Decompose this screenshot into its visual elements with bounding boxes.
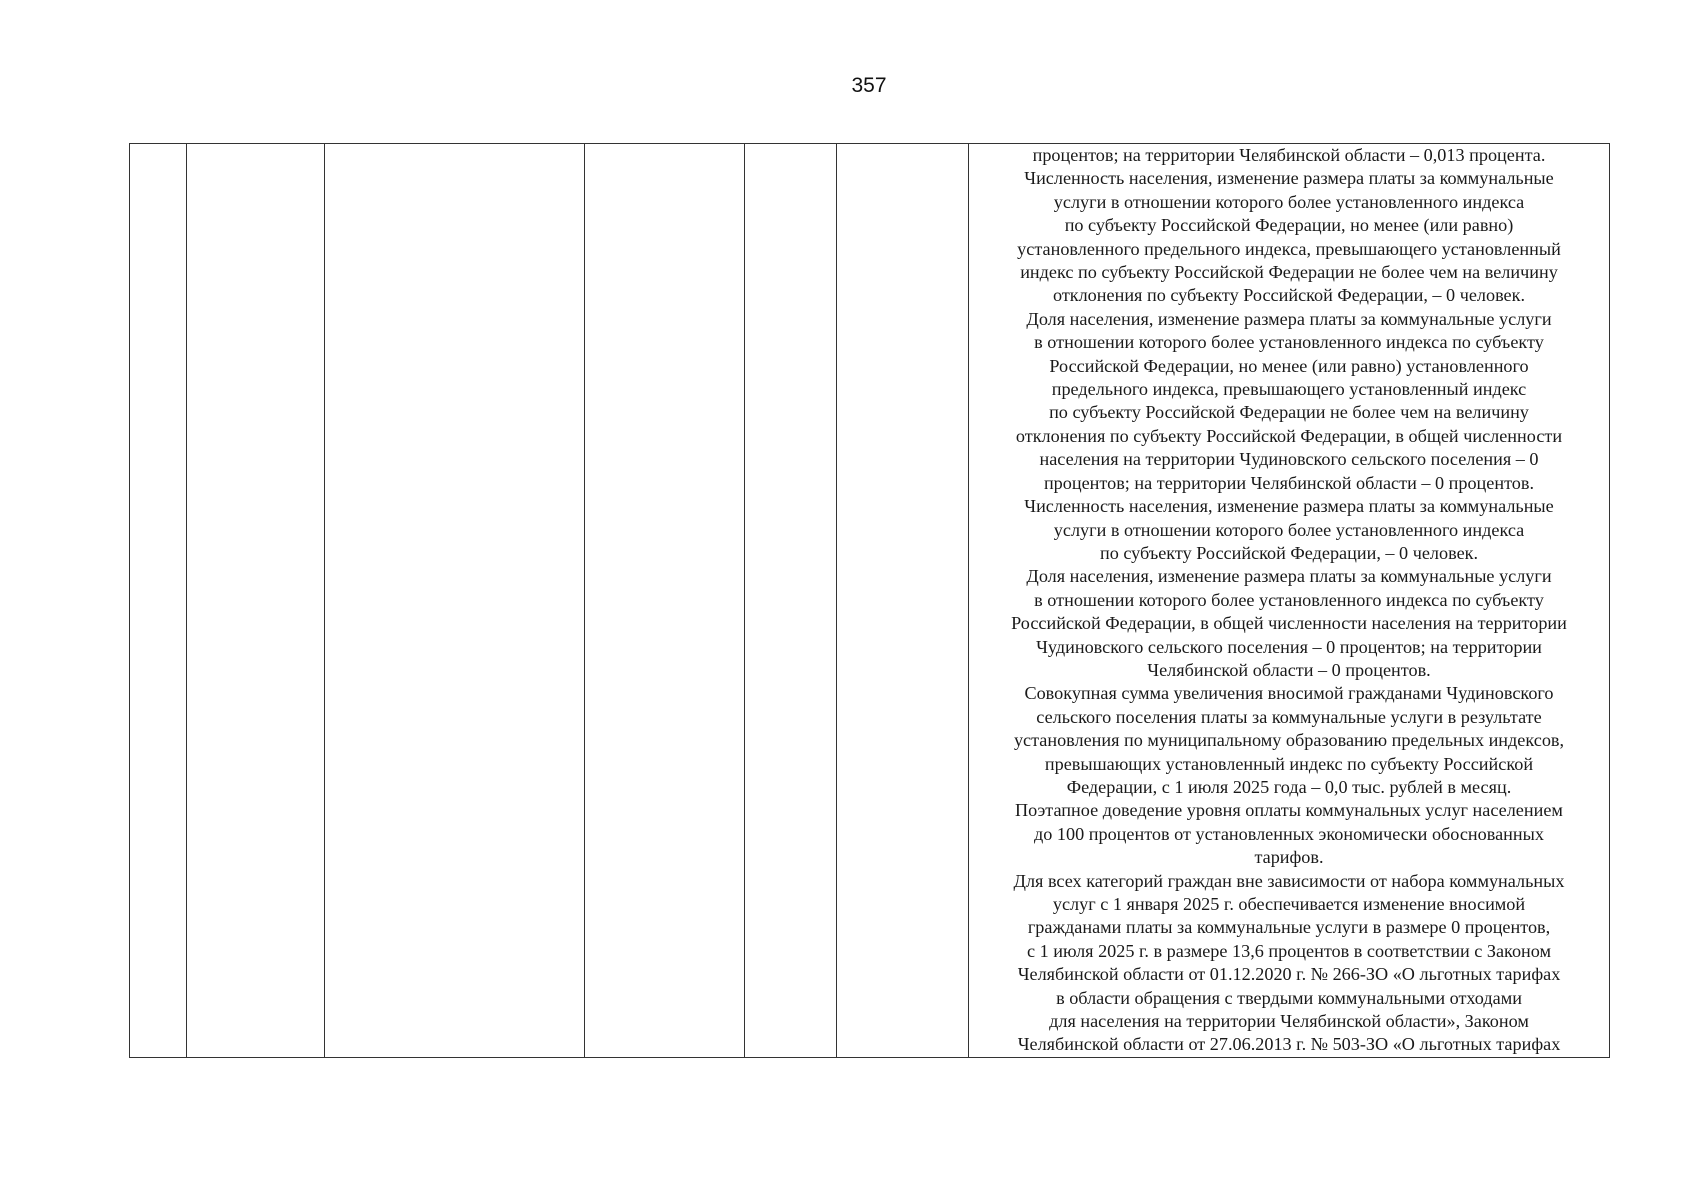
text-line: для населения на территории Челябинской области», Законом: [1049, 1011, 1529, 1032]
text-line: процентов; на территории Челябинской области – 0 процентов.: [1043, 472, 1535, 493]
text-line: Поэтапное доведение уровня оплаты коммунальных услуг населением: [1015, 800, 1563, 821]
text-line: по субъекту Российской Федерации, – 0 человек.: [1099, 542, 1479, 563]
text-line: в отношении которого более установленного индекса по субъекту: [1034, 589, 1544, 610]
text-line: Доля населения, изменение размера платы за коммунальные услуги: [1026, 566, 1552, 587]
text-line: индекс по субъекту Российской Федерации не более чем на величину: [1020, 262, 1558, 283]
table-cell-col-1: [130, 144, 187, 1058]
table-cell-col-6: [837, 144, 969, 1058]
text-line: по субъекту Российской Федерации, но менее (или равно): [1064, 215, 1514, 236]
text-line: Численность населения, изменение размера платы за коммунальные: [1024, 496, 1554, 517]
text-line: Челябинской области – 0 процентов.: [1147, 659, 1431, 680]
text-line: отклонения по субъекту Российской Федерации, в общей численности: [1015, 425, 1563, 446]
text-line: отклонения по субъекту Российской Федерации, – 0 человек.: [1052, 285, 1526, 306]
table-cell-col-3: [325, 144, 585, 1058]
text-line: установления по муниципальному образованию предельных индексов,: [1013, 730, 1565, 751]
text-line: Федерации, с 1 июля 2025 года – 0,0 тыс. рублей в месяц.: [1066, 776, 1512, 797]
text-line: услуги в отношении которого более установленного индекса: [1053, 191, 1525, 212]
text-line: Доля населения, изменение размера платы за коммунальные услуги: [1026, 308, 1552, 329]
text-line: услуг с 1 января 2025 г. обеспечивается изменение вносимой: [1052, 894, 1526, 914]
text-line: Российской Федерации, в общей численности населения на территории: [1011, 613, 1567, 634]
text-line: населения на территории Чудиновского сельского поселения – 0: [1039, 449, 1539, 470]
text-line: превышающих установленный индекс по субъекту Российской: [1044, 753, 1534, 774]
text-line: Для всех категорий граждан вне зависимости от набора коммунальных: [1013, 870, 1565, 891]
text-line: услуги в отношении которого более установленного индекса: [1053, 519, 1525, 540]
text-line: с 1 июля 2025 г. в размере 13,6 процентов в соответствии с Законом: [1026, 940, 1552, 961]
text-line: Российской Федерации, но менее (или равно) установленного: [1049, 355, 1529, 376]
text-line: в отношении которого более установленного индекса по субъекту: [1034, 332, 1544, 353]
text-line: сельского поселения платы за коммунальные услуги в результате: [1036, 706, 1542, 727]
text-line: процентов; на территории Челябинской области – 0,013 процента.: [1032, 145, 1546, 165]
text-line: гражданами платы за коммунальные услуги в размере 0 процентов,: [1027, 917, 1551, 938]
text-line: Совокупная сумма увеличения вносимой гражданами Чудиновского: [1024, 683, 1554, 704]
document-table: [129, 143, 1610, 1058]
text-line: до 100 процентов от установленных экономически обоснованных: [1034, 823, 1544, 844]
table-cell-col-2: [187, 144, 325, 1058]
text-line: Челябинской области от 27.06.2013 г. № 503-ЗО «О льготных тарифах: [1017, 1034, 1561, 1055]
text-line: предельного индекса, превышающего установленный индекс: [1051, 379, 1527, 400]
text-line: Челябинской области от 01.12.2020 г. № 266-ЗО «О льготных тарифах: [1017, 964, 1561, 985]
table-cell-col-5: [745, 144, 837, 1058]
table-row: [130, 144, 1610, 1058]
text-line: Чудиновского сельского поселения – 0 процентов; на территории: [1036, 636, 1542, 657]
table-cell-text: [969, 144, 1610, 1058]
text-line: тарифов.: [1254, 847, 1324, 868]
text-line: Численность населения, изменение размера платы за коммунальные: [1024, 168, 1554, 189]
text-line: установленного предельного индекса, превышающего установленный: [1017, 238, 1561, 259]
table-cell-col-4: [585, 144, 745, 1058]
text-line: в области обращения с твердыми коммунальными отходами: [1056, 987, 1522, 1008]
text-line: по субъекту Российской Федерации не более чем на величину: [1049, 402, 1529, 423]
page-number: 357: [851, 74, 887, 97]
